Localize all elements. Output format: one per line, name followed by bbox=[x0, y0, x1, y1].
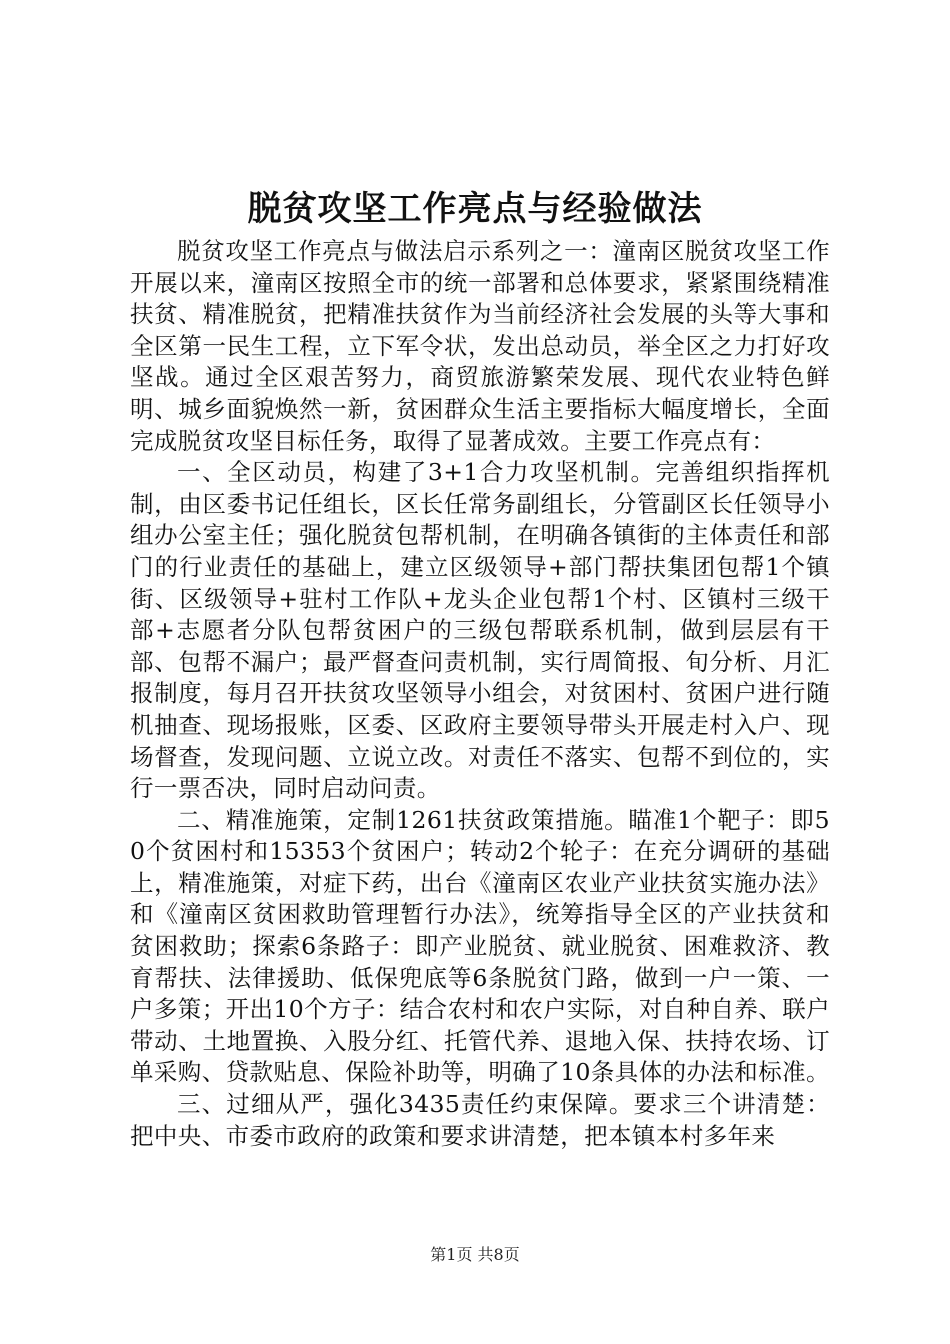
paragraph-intro: 脱贫攻坚工作亮点与做法启示系列之一：潼南区脱贫攻坚工作开展以来，潼南区按照全市的统一部署和总体要求，紧紧围绕精准扶贫、精准脱贫，把精准扶贫作为当前经济社会发展的头等大事和全区第一民生工程，立下军令状，发出总动员，举全区之力打好攻坚战。通过全区艰苦努力，商贸旅游繁荣发展、现代农业特色鲜明、城乡面貌焕然一新，贫困群众生活主要指标大幅度增长，全面完成脱贫攻坚目标任务，取得了显著成效。主要工作亮点有： bbox=[130, 237, 830, 455]
paragraph-section-1: 一、全区动员，构建了3+1合力攻坚机制。完善组织指挥机制，由区委书记任组长，区长任常务副组长，分管副区长任领导小组办公室主任；强化脱贫包帮机制，在明确各镇街的主体责任和部门的行业责任的基础上，建立区级领导+部门帮扶集团包帮1个镇街、区级领导+驻村工作队+龙头企业包帮1个村、区镇村三级干部+志愿者分队包帮贫困户的三级包帮联系机制，做到层层有干部、包帮不漏户；最严督查问责机制，实行周简报、旬分析、月汇报制度，每月召开扶贫攻坚领导小组会，对贫困村、贫困户进行随机抽查、现场报账，区委、区政府主要领导带头开展走村入户、现场督查，发现问题、立说立改。对责任不落实、包帮不到位的，实行一票否决，同时启动问责。 bbox=[130, 458, 830, 803]
paragraph-section-2: 二、精准施策，定制1261扶贫政策措施。瞄准1个靶子：即50个贫困村和15353个贫困户；转动2个轮子：在充分调研的基础上，精准施策，对症下药，出台《潼南区农业产业扶贫实施办法》和《潼南区贫困救助管理暂行办法》，统筹指导全区的产业扶贫和贫困救助；探索6条路子：即产业脱贫、就业脱贫、困难救济、教育帮扶、法律援助、低保兜底等6条脱贫门路，做到一户一策、一户多策；开出10个方子：结合农村和农户实际，对自种自养、联户带动、土地置换、入股分红、托管代养、退地入保、扶持农场、订单采购、贷款贴息、保险补助等，明确了10条具体的办法和标准。 bbox=[130, 805, 830, 1087]
page-footer: 第1页 共8页 bbox=[430, 1245, 520, 1264]
document-body bbox=[130, 236, 830, 1152]
paragraph-section-3: 三、过细从严，强化3435责任约束保障。要求三个讲清楚：把中央、市委市政府的政策和要求讲清楚，把本镇本村多年来 bbox=[130, 1090, 830, 1150]
document-title: 脱贫攻坚工作亮点与经验做法 bbox=[247, 189, 703, 229]
